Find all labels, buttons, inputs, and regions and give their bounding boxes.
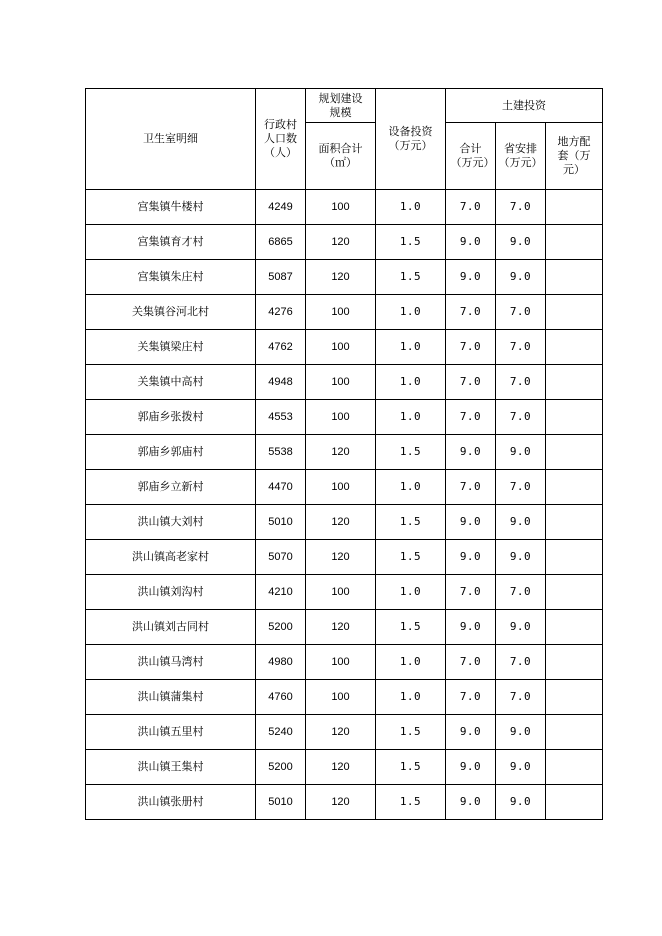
cell-province: 7.0 [496,680,546,715]
cell-village-name: 宫集镇育才村 [86,225,256,260]
cell-population: 5538 [256,435,306,470]
header-local-label: 地方配套（万元） [557,135,591,176]
cell-local [546,435,603,470]
cell-local [546,610,603,645]
header-construction-label: 土建投资 [502,98,546,112]
cell-area: 120 [306,610,376,645]
cell-province: 7.0 [496,400,546,435]
header-area [306,123,376,190]
table-row [86,295,603,330]
table-row [86,330,603,365]
cell-local [546,715,603,750]
table-row [86,505,603,540]
cell-local [546,260,603,295]
cell-province: 9.0 [496,505,546,540]
cell-total: 9.0 [446,715,496,750]
cell-province: 7.0 [496,190,546,225]
header-population [256,89,306,190]
header-equipment [376,89,446,190]
header-area-label: 面积合计（㎡） [318,142,363,169]
cell-total: 9.0 [446,225,496,260]
cell-village-name: 关集镇谷河北村 [86,295,256,330]
cell-local [546,505,603,540]
table-row [86,785,603,820]
cell-population: 4762 [256,330,306,365]
cell-total: 7.0 [446,575,496,610]
cell-equipment: 1.0 [376,400,446,435]
table-row [86,190,603,225]
cell-population: 5200 [256,610,306,645]
cell-population: 4948 [256,365,306,400]
cell-equipment: 1.0 [376,330,446,365]
cell-area: 120 [306,750,376,785]
cell-equipment: 1.0 [376,470,446,505]
cell-village-name: 洪山镇王集村 [86,750,256,785]
cell-province: 7.0 [496,330,546,365]
cell-total: 9.0 [446,260,496,295]
cell-village-name: 洪山镇大刘村 [86,505,256,540]
table-row [86,365,603,400]
cell-total: 9.0 [446,785,496,820]
header-detail [86,89,256,190]
cell-equipment: 1.5 [376,225,446,260]
header-scale-label: 规划建设规模 [318,91,363,119]
cell-area: 120 [306,260,376,295]
cell-total: 7.0 [446,295,496,330]
header-scale [306,89,376,123]
cell-total: 9.0 [446,610,496,645]
cell-total: 7.0 [446,190,496,225]
cell-equipment: 1.0 [376,190,446,225]
cell-population: 4980 [256,645,306,680]
cell-local [546,470,603,505]
header-province [496,123,546,190]
cell-population: 5070 [256,540,306,575]
header-equipment-label: 设备投资（万元） [388,125,433,152]
cell-population: 4553 [256,400,306,435]
cell-area: 100 [306,365,376,400]
cell-village-name: 洪山镇五里村 [86,715,256,750]
cell-population: 5200 [256,750,306,785]
cell-area: 100 [306,470,376,505]
cell-province: 7.0 [496,365,546,400]
table-row [86,575,603,610]
cell-province: 9.0 [496,260,546,295]
cell-local [546,575,603,610]
cell-local [546,225,603,260]
cell-area: 100 [306,680,376,715]
cell-village-name: 郭庙乡郭庙村 [86,435,256,470]
table-row [86,645,603,680]
cell-total: 7.0 [446,680,496,715]
header-local [546,123,603,190]
cell-province: 9.0 [496,540,546,575]
cell-area: 100 [306,575,376,610]
table-row [86,610,603,645]
cell-equipment: 1.5 [376,435,446,470]
header-total [446,123,496,190]
cell-total: 7.0 [446,470,496,505]
table-row [86,540,603,575]
cell-village-name: 洪山镇刘沟村 [86,575,256,610]
cell-village-name: 关集镇梁庄村 [86,330,256,365]
cell-area: 120 [306,715,376,750]
cell-total: 9.0 [446,750,496,785]
cell-population: 4210 [256,575,306,610]
cell-equipment: 1.5 [376,540,446,575]
table-body [86,190,603,820]
cell-area: 120 [306,540,376,575]
cell-equipment: 1.5 [376,260,446,295]
cell-province: 7.0 [496,645,546,680]
cell-local [546,400,603,435]
cell-total: 7.0 [446,365,496,400]
cell-local [546,295,603,330]
cell-province: 9.0 [496,225,546,260]
cell-equipment: 1.0 [376,680,446,715]
cell-province: 7.0 [496,575,546,610]
cell-province: 9.0 [496,715,546,750]
cell-area: 100 [306,400,376,435]
cell-local [546,785,603,820]
cell-population: 4249 [256,190,306,225]
cell-village-name: 洪山镇高老家村 [86,540,256,575]
cell-population: 5010 [256,785,306,820]
cell-village-name: 宫集镇朱庄村 [86,260,256,295]
cell-village-name: 宫集镇牛楼村 [86,190,256,225]
cell-village-name: 洪山镇蒲集村 [86,680,256,715]
cell-area: 120 [306,505,376,540]
cell-village-name: 洪山镇马湾村 [86,645,256,680]
table-row [86,400,603,435]
table-row [86,225,603,260]
cell-total: 7.0 [446,645,496,680]
header-detail-label: 卫生室明细 [143,132,198,145]
cell-area: 120 [306,785,376,820]
cell-village-name: 洪山镇张册村 [86,785,256,820]
cell-area: 100 [306,190,376,225]
cell-equipment: 1.5 [376,750,446,785]
cell-village-name: 郭庙乡立新村 [86,470,256,505]
header-total-label: 合计（万元） [450,142,495,169]
cell-province: 9.0 [496,750,546,785]
cell-area: 120 [306,435,376,470]
table-row [86,715,603,750]
table-header [86,89,603,190]
cell-population: 4276 [256,295,306,330]
table-row [86,680,603,715]
cell-local [546,540,603,575]
cell-population: 5240 [256,715,306,750]
cell-area: 100 [306,295,376,330]
cell-total: 9.0 [446,505,496,540]
cell-equipment: 1.5 [376,505,446,540]
cell-province: 9.0 [496,785,546,820]
cell-village-name: 洪山镇刘古同村 [86,610,256,645]
cell-local [546,330,603,365]
cell-local [546,645,603,680]
header-province-label: 省安排（万元） [498,142,543,169]
cell-province: 7.0 [496,470,546,505]
cell-equipment: 1.5 [376,610,446,645]
cell-village-name: 关集镇中高村 [86,365,256,400]
cell-total: 7.0 [446,400,496,435]
header-construction [446,89,603,123]
cell-population: 6865 [256,225,306,260]
table-row [86,470,603,505]
cell-province: 9.0 [496,610,546,645]
cell-province: 7.0 [496,295,546,330]
cell-area: 100 [306,645,376,680]
cell-province: 9.0 [496,435,546,470]
cell-local [546,750,603,785]
cell-village-name: 郭庙乡张拨村 [86,400,256,435]
cell-equipment: 1.5 [376,785,446,820]
cell-equipment: 1.0 [376,645,446,680]
table-row [86,750,603,785]
table-row [86,435,603,470]
table-row [86,260,603,295]
cell-total: 7.0 [446,330,496,365]
cell-local [546,190,603,225]
cell-population: 4760 [256,680,306,715]
cell-local [546,365,603,400]
cell-population: 4470 [256,470,306,505]
cell-total: 9.0 [446,540,496,575]
cell-population: 5010 [256,505,306,540]
cell-area: 100 [306,330,376,365]
cell-population: 5087 [256,260,306,295]
cell-area: 120 [306,225,376,260]
cell-equipment: 1.0 [376,295,446,330]
cell-equipment: 1.0 [376,365,446,400]
header-population-label: 行政村人口数（人） [264,118,297,159]
cell-local [546,680,603,715]
cell-equipment: 1.0 [376,575,446,610]
cell-equipment: 1.5 [376,715,446,750]
clinic-investment-table [85,88,603,820]
cell-total: 9.0 [446,435,496,470]
